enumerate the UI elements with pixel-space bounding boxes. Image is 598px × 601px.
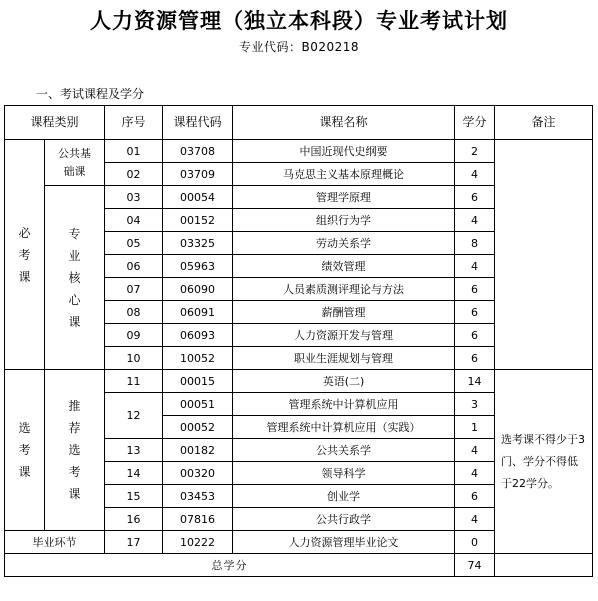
row-number: 05 <box>105 232 163 255</box>
row-credit: 4 <box>455 508 495 531</box>
row-code: 00015 <box>163 370 233 393</box>
row-name: 公共关系学 <box>233 439 455 462</box>
group-graduation: 毕业环节 <box>5 531 105 554</box>
row-code: 00320 <box>163 462 233 485</box>
header-category: 课程类别 <box>5 106 105 140</box>
row-code: 00054 <box>163 186 233 209</box>
row-number: 04 <box>105 209 163 232</box>
row-code: 10052 <box>163 347 233 370</box>
row-name: 管理系统中计算机应用（实践） <box>233 416 455 439</box>
row-credit: 8 <box>455 232 495 255</box>
row-number: 14 <box>105 462 163 485</box>
row-number: 09 <box>105 324 163 347</box>
total-label: 总学分 <box>5 554 455 577</box>
row-number: 16 <box>105 508 163 531</box>
row-credit: 4 <box>455 163 495 186</box>
row-name: 领导科学 <box>233 462 455 485</box>
row-code: 00182 <box>163 439 233 462</box>
row-credit: 6 <box>455 301 495 324</box>
elective-note: 选考课不得少于3门、学分不得低于22学分。 <box>495 370 593 554</box>
row-name: 中国近现代史纲要 <box>233 140 455 163</box>
row-code: 03325 <box>163 232 233 255</box>
row-name: 绩效管理 <box>233 255 455 278</box>
group-recommended: 推荐选考课 <box>45 370 105 531</box>
row-number: 17 <box>105 531 163 554</box>
header-credit: 学分 <box>455 106 495 140</box>
row-code: 03708 <box>163 140 233 163</box>
row-name: 英语(二) <box>233 370 455 393</box>
row-credit: 6 <box>455 324 495 347</box>
row-code: 07816 <box>163 508 233 531</box>
row-code: 06091 <box>163 301 233 324</box>
row-code: 00152 <box>163 209 233 232</box>
row-name: 人力资源开发与管理 <box>233 324 455 347</box>
row-name: 人力资源管理毕业论文 <box>233 531 455 554</box>
row-name: 薪酬管理 <box>233 301 455 324</box>
row-credit: 6 <box>455 347 495 370</box>
row-credit: 0 <box>455 531 495 554</box>
total-row <box>5 554 593 577</box>
row-number: 08 <box>105 301 163 324</box>
row-credit: 6 <box>455 186 495 209</box>
row-number: 07 <box>105 278 163 301</box>
group-required: 必考课 <box>5 140 45 370</box>
header-number: 序号 <box>105 106 163 140</box>
row-credit: 2 <box>455 140 495 163</box>
table-header-row <box>5 106 593 140</box>
row-name: 创业学 <box>233 485 455 508</box>
row-credit: 14 <box>455 370 495 393</box>
row-number: 02 <box>105 163 163 186</box>
table-row <box>5 370 593 393</box>
row-number: 10 <box>105 347 163 370</box>
group-elective: 选考课 <box>5 370 45 531</box>
page-title: 人力资源管理（独立本科段）专业考试计划 <box>90 8 508 33</box>
row-code: 06090 <box>163 278 233 301</box>
row-number: 11 <box>105 370 163 393</box>
major-code: 专业代码：B020218 <box>238 40 360 54</box>
row-name: 人员素质测评理论与方法 <box>233 278 455 301</box>
row-name: 管理学原理 <box>233 186 455 209</box>
total-credit: 74 <box>455 554 495 577</box>
row-code: 00051 <box>163 393 233 416</box>
row-code: 03709 <box>163 163 233 186</box>
row-name: 马克思主义基本原理概论 <box>233 163 455 186</box>
row-number: 15 <box>105 485 163 508</box>
row-credit: 3 <box>455 393 495 416</box>
row-number: 12 <box>105 393 163 439</box>
header-course-code: 课程代码 <box>163 106 233 140</box>
row-credit: 4 <box>455 462 495 485</box>
row-code: 06093 <box>163 324 233 347</box>
row-name: 职业生涯规划与管理 <box>233 347 455 370</box>
row-credit: 1 <box>455 416 495 439</box>
row-number: 03 <box>105 186 163 209</box>
row-code: 10222 <box>163 531 233 554</box>
row-name: 劳动关系学 <box>233 232 455 255</box>
row-code: 00052 <box>163 416 233 439</box>
row-name: 管理系统中计算机应用 <box>233 393 455 416</box>
row-name: 组织行为学 <box>233 209 455 232</box>
row-name: 公共行政学 <box>233 508 455 531</box>
total-remark <box>495 554 593 577</box>
row-credit: 4 <box>455 209 495 232</box>
row-credit: 6 <box>455 485 495 508</box>
remark-required <box>495 140 593 370</box>
header-remark: 备注 <box>495 106 593 140</box>
row-credit: 6 <box>455 278 495 301</box>
header-course-name: 课程名称 <box>233 106 455 140</box>
group-core: 专业核心课 <box>45 186 105 370</box>
section-title: 一、考试课程及学分 <box>36 87 145 101</box>
row-credit: 4 <box>455 255 495 278</box>
row-number: 01 <box>105 140 163 163</box>
row-number: 06 <box>105 255 163 278</box>
exam-plan-table <box>4 105 593 577</box>
row-credit: 4 <box>455 439 495 462</box>
group-public: 公共基础课 <box>45 140 105 186</box>
row-code: 03453 <box>163 485 233 508</box>
row-number: 13 <box>105 439 163 462</box>
row-code: 05963 <box>163 255 233 278</box>
table-row <box>5 140 593 163</box>
